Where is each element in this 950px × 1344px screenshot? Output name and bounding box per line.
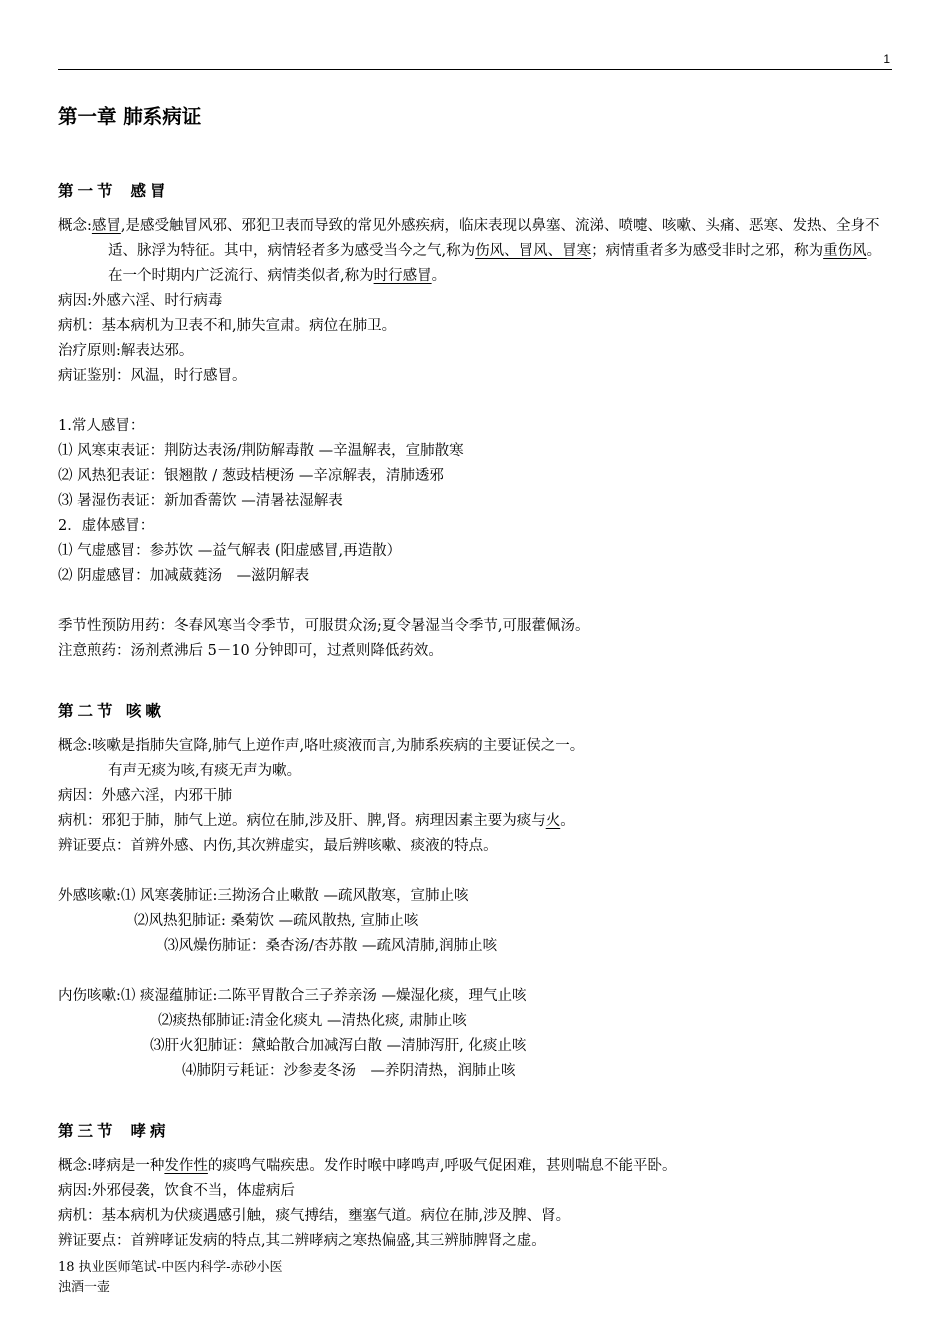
syndrome-line: ⑵ 风热犯表证：银翘散 / 葱豉桔梗汤 —辛凉解表，清肺透邪 <box>58 468 444 484</box>
chapter-title: 第一章 肺系病证 <box>58 105 202 128</box>
term-underlined: 重伤风 <box>823 243 867 259</box>
key-points-line: 辨证要点：首辨外感、内伤,其次辨虚实，最后辨咳嗽、痰液的特点。 <box>58 838 498 854</box>
footer-line: 浊酒一壶 <box>58 1280 111 1295</box>
concept-text: 的痰鸣气喘疾患。发作时喉中哮鸣声,呼吸气促困难，甚则喘息不能平卧。 <box>207 1158 677 1174</box>
section-number: 第三节 <box>58 1121 117 1140</box>
group-heading: 2．虚体感冒： <box>58 518 155 534</box>
section-heading-cough: 第二节 咳嗽 <box>58 701 165 720</box>
concept-text: 。在一个时期内广泛流行、病情类似者,称为 <box>108 243 882 284</box>
key-points-line: 辨证要点：首辨哮证发病的特点,其二辨哮病之寒热偏盛,其三辨肺脾肾之虚。 <box>58 1233 546 1249</box>
concept-text: 。 <box>431 268 447 284</box>
syndrome-line: ⑵ 阴虚感冒：加减葳蕤汤 —滋阴解表 <box>58 568 310 584</box>
term-underlined: 发作性 <box>164 1158 208 1174</box>
section-number: 第一节 <box>58 181 117 200</box>
mechanism-line: 病机：基本病机为伏痰遇感引触，痰气搏结，壅塞气道。病位在肺,涉及脾、肾。 <box>58 1208 571 1224</box>
concept-text: 概念:哮病是一种 <box>58 1158 165 1174</box>
syndrome-line: ⑶ 暑湿伤表证：新加香薷饮 —清暑祛湿解表 <box>58 493 343 509</box>
page-number: 1 <box>883 52 890 66</box>
concept-line: 概念:咳嗽是指肺失宣降,肺气上逆作声,咯吐痰液而言,为肺系疾病的主要证侯之一。 <box>58 738 585 754</box>
syndrome-line: 内伤咳嗽:⑴ 痰湿蕴肺证:二陈平胃散合三子养亲汤 —燥湿化痰，理气止咳 <box>58 988 527 1004</box>
prevention-line: 季节性预防用药：冬春风寒当令季节，可服贯众汤;夏令暑湿当令季节,可服藿佩汤。 <box>58 618 590 634</box>
page-footer <box>58 1258 282 1298</box>
syndrome-line: ⑶肝火犯肺证：黛蛤散合加减泻白散 —清肺泻肝, 化痰止咳 <box>150 1038 527 1054</box>
section-title: 哮病 <box>130 1121 170 1140</box>
mechanism-line <box>58 809 892 834</box>
term-underlined: 火 <box>545 813 561 829</box>
cause-line: 病因:外感六淫、时行病毒 <box>58 293 223 309</box>
mechanism-line: 病机：基本病机为卫表不和,肺失宣肃。病位在肺卫。 <box>58 318 397 334</box>
term-underlined: 时行感冒 <box>373 268 432 284</box>
section-title: 感冒 <box>130 181 170 200</box>
mechanism-text: 。 <box>560 813 575 829</box>
mechanism-text: 病机：邪犯于肺，肺气上逆。病位在肺,涉及肝、脾,肾。病理因素主要为痰与 <box>58 813 546 829</box>
concept-text: ；病情重者多为感受非时之邪，称为 <box>591 243 824 259</box>
syndrome-line: ⑴ 风寒束表证：荆防达表汤/荆防解毒散 —辛温解表，宣肺散寒 <box>58 443 464 459</box>
syndrome-line: ⑷肺阴亏耗证：沙参麦冬汤 —养阴清热，润肺止咳 <box>182 1063 516 1079</box>
differential-line: 病证鉴别：风温，时行感冒。 <box>58 368 247 384</box>
syndrome-line: ⑵痰热郁肺证:清金化痰丸 —清热化痰, 肃肺止咳 <box>158 1013 467 1029</box>
header-rule <box>58 69 892 70</box>
syndrome-line: ⑴ 气虚感冒：参苏饮 —益气解表 (阳虚感冒,再造散） <box>58 543 402 559</box>
concept-line: 有声无痰为咳,有痰无声为嗽。 <box>108 763 302 779</box>
concept-label: 概念: <box>58 218 92 234</box>
concept-paragraph <box>58 214 892 289</box>
section-heading-asthma <box>58 1118 892 1144</box>
cause-line: 病因：外感六淫，内邪干肺 <box>58 788 232 804</box>
syndrome-line: ⑵风热犯肺证: 桑菊饮 —疏风散热, 宣肺止咳 <box>134 913 419 929</box>
concept-text: ,是感受触冒风邪、邪犯卫表而导致的常见外感疾病，临床表现以鼻塞、流涕、喷嚏、咳嗽、头痛、恶寒、发热、全身不适、脉浮为特征。其中，病情轻者多为感受当今之气,称为 <box>108 218 880 259</box>
concept-line <box>58 1154 892 1179</box>
section-heading-cold <box>58 178 892 204</box>
term-underlined: 感冒 <box>91 218 121 234</box>
footer-line: 18 执业医师笔试-中医内科学-赤砂小医 <box>58 1260 283 1275</box>
decoction-line: 注意煎药：汤剂煮沸后 5－10 分钟即可，过煮则降低药效。 <box>58 643 443 659</box>
cause-line: 病因:外邪侵袭，饮食不当，体虚病后 <box>58 1183 295 1199</box>
syndrome-line: 外感咳嗽:⑴ 风寒袭肺证:三拗汤合止嗽散 —疏风散寒，宣肺止咳 <box>58 888 469 904</box>
document-body <box>58 100 892 1254</box>
group-heading: 1.常人感冒： <box>58 418 145 434</box>
term-underlined: 伤风、冒风、冒寒 <box>475 243 592 259</box>
syndrome-line: ⑶风燥伤肺证：桑杏汤/杏苏散 —疏风清肺,润肺止咳 <box>164 938 498 954</box>
principle-line: 治疗原则:解表达邪。 <box>58 343 194 359</box>
